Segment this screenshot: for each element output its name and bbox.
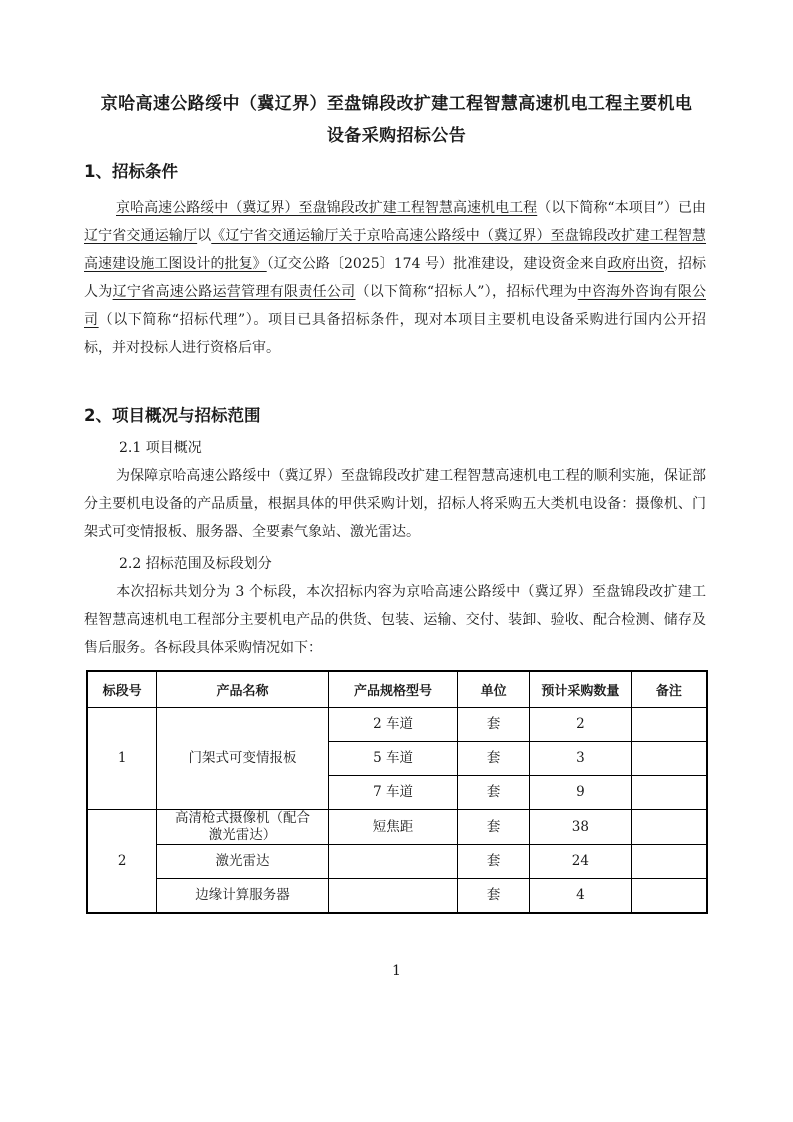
quantity-cell: 2 [530, 708, 632, 742]
header-unit: 单位 [458, 671, 530, 708]
quantity-cell: 3 [530, 742, 632, 776]
section-1-heading: 1、招标条件 [84, 162, 178, 181]
quantity-cell: 38 [530, 810, 632, 845]
approver: 辽宁省交通运输厅 [84, 228, 198, 244]
unit-cell: 套 [458, 810, 530, 845]
table-header-row [87, 671, 707, 708]
procurement-table [86, 670, 708, 914]
unit-cell: 套 [458, 845, 530, 879]
note-cell [631, 776, 707, 810]
note-cell [631, 810, 707, 845]
note-cell [631, 879, 707, 914]
product-name: 激光雷达 [157, 845, 329, 879]
spec-cell [328, 845, 458, 879]
header-note: 备注 [631, 671, 707, 708]
lot-number: 1 [87, 708, 157, 810]
quantity-cell: 4 [530, 879, 632, 914]
spec-cell: 短焦距 [328, 810, 458, 845]
product-name: 高清枪式摄像机（配合激光雷达） [157, 810, 329, 845]
subsection-2-1-paragraph: 为保障京哈高速公路绥中（冀辽界）至盘锦段改扩建工程智慧高速机电工程的顺利实施，保证部分主要机电设备的产品质量，根据具体的甲供采购计划，招标人将采购五大类机电设备：摄像机、门架式可变情报板、服务器、全要素气象站、激光雷达。 [84, 468, 706, 540]
spec-cell: 2 车道 [328, 708, 458, 742]
quantity-cell: 24 [530, 845, 632, 879]
note-cell [631, 708, 707, 742]
table-row [87, 879, 707, 914]
section-1-paragraph: 京哈高速公路绥中（冀辽界）至盘锦段改扩建工程智慧高速机电工程（以下简称“本项目”）已由辽宁省交通运输厅以《辽宁省交通运输厅关于京哈高速公路绥中（冀辽界）至盘锦段改扩建工程智慧高速建设施工图设计的批复》（辽交公路〔2025〕174 号）批准建设，建设资金来自政府出资，招标人为辽宁省高速公路运营管理有限责任公司（以下简称“招标人”），招标代理为中咨海外咨询有限公司（以下简称“招标代理”）。项目已具备招标条件，现对本项目主要机电设备采购进行国内公开招标，并对投标人进行资格后审。 [84, 200, 707, 356]
note-cell [631, 845, 707, 879]
document-title [70, 88, 723, 152]
unit-cell: 套 [458, 879, 530, 914]
subsection-2-2-heading: 2.2 招标范围及标段划分 [119, 556, 272, 572]
spec-cell: 5 车道 [328, 742, 458, 776]
lot-number: 2 [87, 810, 157, 914]
header-lot-no: 标段号 [87, 671, 157, 708]
title-line-2: 设备采购招标公告 [326, 126, 467, 146]
approval-document: 《辽宁省交通运输厅关于京哈高速公路绥中（冀辽界）至盘锦段改扩建工程智慧高速建设施工图设计的批复》 [84, 228, 707, 272]
header-product-name: 产品名称 [157, 671, 329, 708]
subsection-2-2-paragraph: 本次招标共划分为 3 个标段，本次招标内容为京哈高速公路绥中（冀辽界）至盘锦段改扩建工程智慧高速机电工程部分主要机电产品的供货、包装、运输、交付、装卸、验收、配合检测、储存及售后服务。各标段具体采购情况如下： [84, 584, 706, 656]
unit-cell: 套 [458, 776, 530, 810]
unit-cell: 套 [458, 742, 530, 776]
title-line-1: 京哈高速公路绥中（冀辽界）至盘锦段改扩建工程智慧高速机电工程主要机电 [100, 94, 693, 114]
page-number: 1 [392, 963, 401, 979]
tenderer: 辽宁省高速公路运营管理有限责任公司 [112, 284, 356, 300]
subsection-2-1-heading: 2.1 项目概况 [119, 440, 202, 456]
spec-cell [328, 879, 458, 914]
project-name: 京哈高速公路绥中（冀辽界）至盘锦段改扩建工程智慧高速机电工程 [116, 200, 538, 216]
quantity-cell: 9 [530, 776, 632, 810]
header-spec: 产品规格型号 [328, 671, 458, 708]
header-quantity: 预计采购数量 [530, 671, 632, 708]
table-row [87, 708, 707, 742]
tender-agent: 中咨海外咨询有限公司 [84, 284, 707, 328]
funding-source: 政府出资 [607, 256, 664, 272]
unit-cell: 套 [458, 708, 530, 742]
approval-number: （辽交公路〔2025〕174 号） [266, 256, 454, 272]
note-cell [631, 742, 707, 776]
section-2-heading: 2、项目概况与招标范围 [84, 406, 261, 425]
spec-cell: 7 车道 [328, 776, 458, 810]
product-name: 门架式可变情报板 [157, 708, 329, 810]
product-name: 边缘计算服务器 [157, 879, 329, 914]
table-row [87, 810, 707, 845]
table-row [87, 845, 707, 879]
